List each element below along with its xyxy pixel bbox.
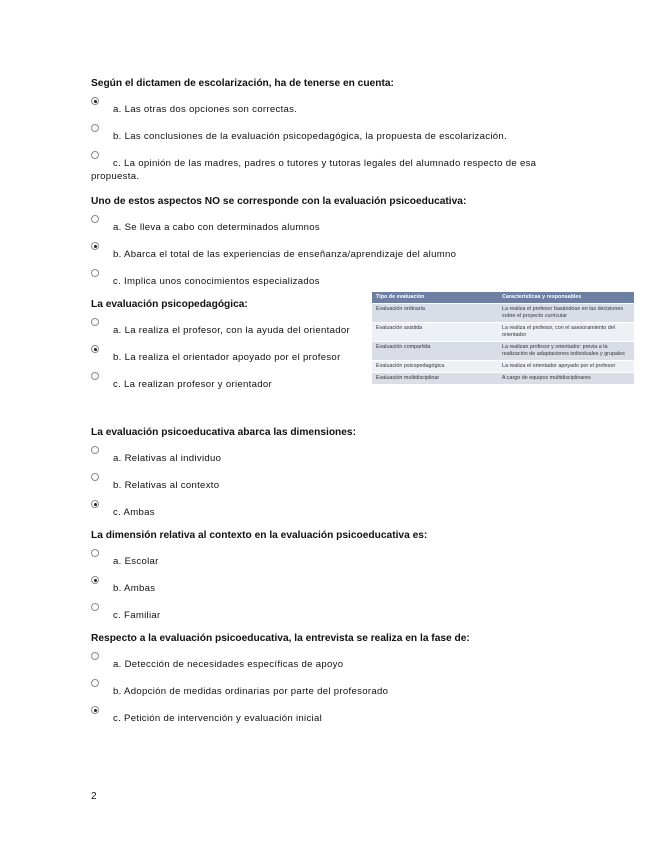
option-label: a. Se lleva a cabo con determinados alumnos <box>113 222 321 233</box>
option-label: a. Las otras dos opciones son correctas. <box>113 104 298 115</box>
radio-selected[interactable] <box>91 345 99 353</box>
question-title: La evaluación psicopedagógica: <box>91 299 248 310</box>
radio-unselected[interactable] <box>91 215 99 223</box>
option-b[interactable] <box>91 130 571 143</box>
table-header-row <box>372 292 634 304</box>
option-a[interactable] <box>91 658 571 671</box>
radio-unselected[interactable] <box>91 151 99 159</box>
option-c[interactable] <box>91 712 571 725</box>
question-2 <box>91 195 571 297</box>
table-header: Características y responsables <box>498 292 634 304</box>
table-row <box>372 373 634 385</box>
question-6 <box>91 632 571 734</box>
table-row <box>372 342 634 361</box>
option-c[interactable] <box>91 275 571 288</box>
question-title: La evaluación psicoeducativa abarca las dimensiones: <box>91 427 356 438</box>
option-b[interactable] <box>91 685 571 698</box>
option-label: b. La realiza el orientador apoyado por el profesor <box>113 352 341 363</box>
option-b[interactable] <box>91 582 571 595</box>
table-cell: Evaluación multidisciplinar <box>372 373 498 385</box>
option-label-continued: propuesta. <box>91 171 140 182</box>
option-label: b. Relativas al contexto <box>113 480 220 491</box>
radio-unselected[interactable] <box>91 372 99 380</box>
table-cell: Evaluación compartida <box>372 342 498 361</box>
option-label: b. Ambas <box>113 583 156 594</box>
question-4 <box>91 426 571 528</box>
radio-unselected[interactable] <box>91 318 99 326</box>
option-label: c. Implica unos conocimientos especializados <box>113 276 320 287</box>
option-label: c. Petición de intervención y evaluación inicial <box>113 713 323 724</box>
radio-selected[interactable] <box>91 500 99 508</box>
option-label: b. Las conclusiones de la evaluación psicopedagógica, la propuesta de escolarización. <box>113 131 508 142</box>
option-a[interactable] <box>91 221 571 234</box>
radio-selected[interactable] <box>91 242 99 250</box>
table-cell: Evaluación asistida <box>372 323 498 342</box>
option-b[interactable] <box>91 479 571 492</box>
table-cell: La realiza el profesor, con el asesoramiento del orientador <box>498 323 634 342</box>
option-a[interactable] <box>91 103 571 116</box>
radio-unselected[interactable] <box>91 269 99 277</box>
option-a[interactable] <box>91 324 371 337</box>
table-cell: La realiza el profesor basándose en las decisiones sobre el proyecto curricular <box>498 304 634 323</box>
option-a[interactable] <box>91 452 571 465</box>
option-label: c. La realizan profesor y orientador <box>113 379 273 390</box>
option-b[interactable] <box>91 248 571 261</box>
question-5 <box>91 529 571 631</box>
table-cell: A cargo de equipos multidisciplinares <box>498 373 634 385</box>
option-label: a. Escolar <box>113 556 159 567</box>
question-title: Respecto a la evaluación psicoeducativa, la entrevista se realiza en la fase de: <box>91 633 470 644</box>
radio-unselected[interactable] <box>91 124 99 132</box>
table-header: Tipo de evaluación <box>372 292 498 304</box>
radio-selected[interactable] <box>91 576 99 584</box>
option-a[interactable] <box>91 555 571 568</box>
page-number: 2 <box>91 791 97 802</box>
option-c[interactable] <box>91 157 571 183</box>
radio-unselected[interactable] <box>91 679 99 687</box>
question-title: Según el dictamen de escolarización, ha de tenerse en cuenta: <box>91 78 394 89</box>
radio-unselected[interactable] <box>91 652 99 660</box>
option-label: c. Ambas <box>113 507 155 518</box>
option-label: c. La opinión de las madres, padres o tutores y tutoras legales del alumnado respecto de esa <box>113 158 537 169</box>
radio-selected[interactable] <box>91 706 99 714</box>
radio-selected[interactable] <box>91 97 99 105</box>
option-c[interactable] <box>91 378 371 391</box>
option-c[interactable] <box>91 506 571 519</box>
evaluation-types-table <box>372 292 634 384</box>
table-cell: La realizan profesor y orientador: previa a la realización de adaptaciones individuales y grupales <box>498 342 634 361</box>
option-label: a. La realiza el profesor, con la ayuda del orientador <box>113 325 350 336</box>
option-label: c. Familiar <box>113 610 161 621</box>
table-cell: La realiza el orientador apoyado por el profesor <box>498 361 634 373</box>
table-row <box>372 361 634 373</box>
radio-unselected[interactable] <box>91 603 99 611</box>
option-c[interactable] <box>91 609 571 622</box>
option-label: b. Abarca el total de las experiencias de enseñanza/aprendizaje del alumno <box>113 249 457 260</box>
option-b[interactable] <box>91 351 371 364</box>
question-title: Uno de estos aspectos NO se corresponde con la evaluación psicoeducativa: <box>91 196 467 207</box>
table-cell: Evaluación ordinaria <box>372 304 498 323</box>
option-label: a. Relativas al individuo <box>113 453 222 464</box>
question-1 <box>91 77 571 192</box>
option-label: a. Detección de necesidades específicas de apoyo <box>113 659 344 670</box>
radio-unselected[interactable] <box>91 473 99 481</box>
option-label: b. Adopción de medidas ordinarias por parte del profesorado <box>113 686 389 697</box>
table-row <box>372 323 634 342</box>
table-cell: Evaluación psicopedagógica <box>372 361 498 373</box>
question-title: La dimensión relativa al contexto en la evaluación psicoeducativa es: <box>91 530 428 541</box>
table-row <box>372 304 634 323</box>
radio-unselected[interactable] <box>91 549 99 557</box>
question-3 <box>91 298 371 400</box>
radio-unselected[interactable] <box>91 446 99 454</box>
